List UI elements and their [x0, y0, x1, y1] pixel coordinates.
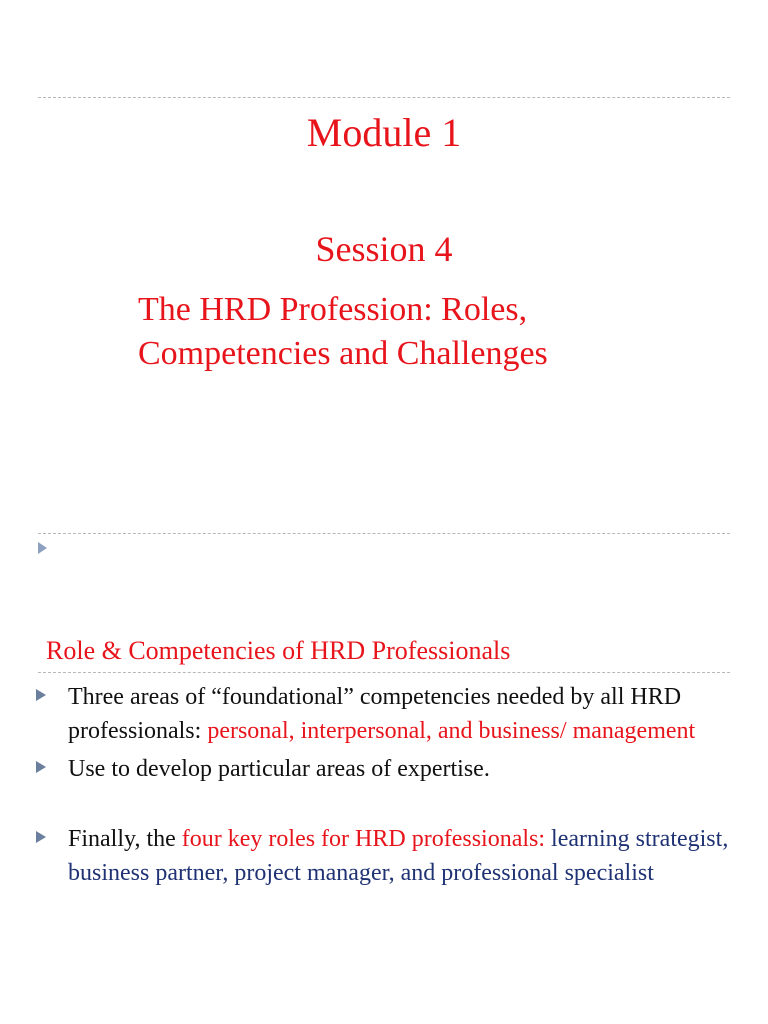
bullet-item-expertise	[36, 752, 736, 786]
bullet-arrow-icon	[36, 689, 46, 701]
bullet-highlight: four key roles for HRD professionals:	[181, 826, 552, 852]
subtitle-line-2: Competencies and Challenges	[138, 335, 548, 372]
bullet-list	[36, 680, 736, 890]
session-subtitle	[124, 288, 684, 376]
bullet-text: Use to develop particular areas of expertise.	[68, 756, 490, 782]
subtitle-line-1: The HRD Profession: Roles,	[138, 291, 528, 328]
title-underline	[38, 672, 730, 673]
slide-divider-top	[38, 97, 730, 98]
bullet-text: Finally, the	[68, 826, 182, 852]
bullet-arrow-icon	[36, 831, 46, 843]
slide-title: Role & Competencies of HRD Professionals	[46, 636, 511, 665]
bullet-item-foundational	[36, 680, 736, 748]
bullet-arrow-icon	[36, 761, 46, 773]
module-title: Module 1	[306, 110, 462, 155]
play-marker-icon	[38, 542, 47, 554]
bullet-highlight: personal, interpersonal, and business/ management	[207, 718, 696, 744]
bullet-text: Three areas of “foundational” competencies needed by all HRD professionals:	[68, 684, 682, 744]
session-title: Session 4	[315, 229, 453, 269]
bullet-item-key-roles	[36, 822, 736, 890]
bullet-roles: learning strategist, business partner, project manager, and professional specialist	[68, 826, 729, 886]
slide-divider-bottom	[38, 533, 730, 534]
